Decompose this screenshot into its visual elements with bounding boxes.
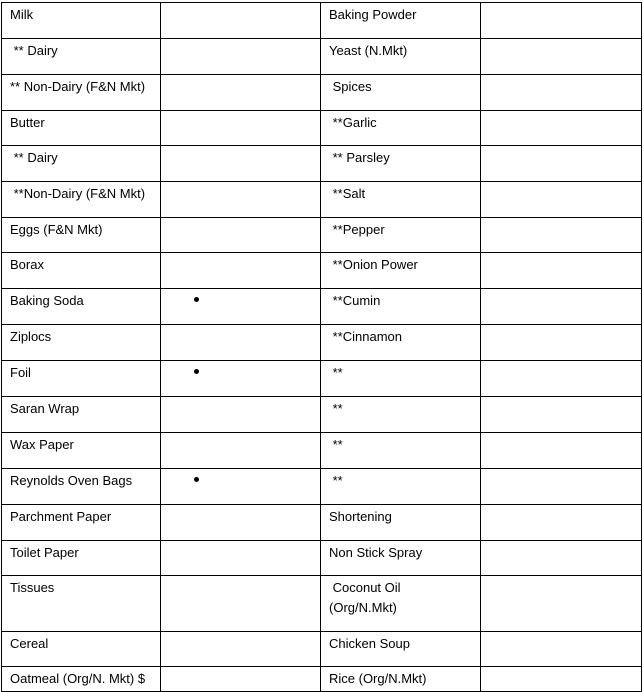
table-row <box>2 39 642 75</box>
item-cell[interactable] <box>321 39 481 75</box>
mark-cell[interactable] <box>161 182 321 218</box>
item-cell[interactable] <box>2 397 161 433</box>
mark-cell[interactable] <box>481 39 642 75</box>
cell-text: Saran Wrap <box>10 401 80 416</box>
shopping-list-table <box>1 2 642 692</box>
bullet-icon <box>194 369 199 374</box>
mark-cell[interactable] <box>161 397 321 433</box>
item-cell[interactable] <box>2 325 161 361</box>
item-cell[interactable] <box>2 75 161 111</box>
mark-cell[interactable] <box>161 469 321 505</box>
mark-cell[interactable] <box>481 433 642 469</box>
mark-cell[interactable] <box>481 361 642 397</box>
item-cell[interactable] <box>2 253 161 289</box>
cell-text: ** Non-Dairy (F&N Mkt) <box>10 79 146 94</box>
table-row <box>2 3 642 39</box>
cell-text: Coconut Oil (Org/N.Mkt) <box>329 580 401 615</box>
item-cell[interactable] <box>321 3 481 39</box>
cell-text: Butter <box>10 115 45 130</box>
table-row <box>2 253 642 289</box>
mark-cell[interactable] <box>481 182 642 218</box>
item-cell[interactable] <box>2 3 161 39</box>
item-cell[interactable] <box>321 325 481 361</box>
mark-cell[interactable] <box>161 576 321 632</box>
cell-text: ** <box>329 437 343 452</box>
cell-text: Rice (Org/N.Mkt) <box>329 671 427 686</box>
cell-text: **Salt <box>329 186 366 201</box>
cell-text: ** <box>329 473 343 488</box>
cell-text: Cereal <box>10 636 49 651</box>
mark-cell[interactable] <box>161 253 321 289</box>
mark-cell[interactable] <box>481 111 642 146</box>
cell-text: **Pepper <box>329 222 385 237</box>
item-cell[interactable] <box>321 505 481 541</box>
cell-text: Foil <box>10 365 31 380</box>
mark-cell[interactable] <box>481 469 642 505</box>
item-cell[interactable] <box>2 576 161 632</box>
mark-cell[interactable] <box>161 325 321 361</box>
cell-text: **Non-Dairy (F&N Mkt) <box>10 186 146 201</box>
mark-cell[interactable] <box>481 505 642 541</box>
item-cell[interactable] <box>321 576 481 632</box>
mark-cell[interactable] <box>161 39 321 75</box>
cell-text: Non Stick Spray <box>329 545 423 560</box>
cell-text: **Cumin <box>329 293 381 308</box>
table-row <box>2 541 642 576</box>
cell-text: Spices <box>329 79 372 94</box>
cell-text: Yeast (N.Mkt) <box>329 43 408 58</box>
cell-text: **Onion Power <box>329 257 418 272</box>
cell-text: Reynolds Oven Bags <box>10 473 133 488</box>
cell-text: ** Dairy <box>10 43 58 58</box>
cell-text: Baking Soda <box>10 293 84 308</box>
mark-cell[interactable] <box>161 289 321 325</box>
table-row <box>2 632 642 667</box>
cell-text: Oatmeal (Org/N. Mkt) $ <box>10 671 146 686</box>
table-row <box>2 397 642 433</box>
mark-cell[interactable] <box>481 146 642 182</box>
mark-cell[interactable] <box>161 505 321 541</box>
mark-cell[interactable] <box>481 3 642 39</box>
mark-cell[interactable] <box>481 75 642 111</box>
mark-cell[interactable] <box>481 325 642 361</box>
cell-text: Milk <box>10 7 34 22</box>
item-cell[interactable] <box>321 253 481 289</box>
mark-cell[interactable] <box>161 146 321 182</box>
table-row <box>2 146 642 182</box>
cell-text: ** <box>329 401 343 416</box>
mark-cell[interactable] <box>161 3 321 39</box>
item-cell[interactable] <box>2 361 161 397</box>
table-row <box>2 576 642 632</box>
table-row <box>2 289 642 325</box>
cell-text: **Cinnamon <box>329 329 402 344</box>
item-cell[interactable] <box>2 39 161 75</box>
item-cell[interactable] <box>321 632 481 667</box>
cell-text: ** <box>329 365 343 380</box>
mark-cell[interactable] <box>481 218 642 253</box>
item-cell[interactable] <box>321 111 481 146</box>
bullet-icon <box>194 477 199 482</box>
cell-text: **Garlic <box>329 115 377 130</box>
item-cell[interactable] <box>2 469 161 505</box>
mark-cell[interactable] <box>161 433 321 469</box>
item-cell[interactable] <box>321 182 481 218</box>
item-cell[interactable] <box>321 397 481 433</box>
item-cell[interactable] <box>2 146 161 182</box>
mark-cell[interactable] <box>161 632 321 667</box>
mark-cell[interactable] <box>481 576 642 632</box>
cell-text: Borax <box>10 257 44 272</box>
item-cell[interactable] <box>2 289 161 325</box>
item-cell[interactable] <box>2 111 161 146</box>
table-row <box>2 469 642 505</box>
mark-cell[interactable] <box>161 218 321 253</box>
cell-text: Chicken Soup <box>329 636 410 651</box>
bullet-icon <box>194 297 199 302</box>
table-row <box>2 325 642 361</box>
cell-text: Parchment Paper <box>10 509 112 524</box>
table-row <box>2 218 642 253</box>
item-cell[interactable] <box>321 541 481 576</box>
item-cell[interactable] <box>321 361 481 397</box>
table-row <box>2 667 642 692</box>
cell-text: ** Parsley <box>329 150 390 165</box>
cell-text: Shortening <box>329 509 392 524</box>
cell-text: Wax Paper <box>10 437 74 452</box>
item-cell[interactable] <box>321 146 481 182</box>
mark-cell[interactable] <box>481 541 642 576</box>
table-row <box>2 433 642 469</box>
cell-text: Eggs (F&N Mkt) <box>10 222 103 237</box>
cell-text: ** Dairy <box>10 150 58 165</box>
item-cell[interactable] <box>321 218 481 253</box>
mark-cell[interactable] <box>481 289 642 325</box>
item-cell[interactable] <box>2 182 161 218</box>
item-cell[interactable] <box>321 469 481 505</box>
mark-cell[interactable] <box>161 75 321 111</box>
item-cell[interactable] <box>2 632 161 667</box>
mark-cell[interactable] <box>161 361 321 397</box>
mark-cell[interactable] <box>481 667 642 692</box>
item-cell[interactable] <box>2 505 161 541</box>
item-cell[interactable] <box>2 218 161 253</box>
item-cell[interactable] <box>321 75 481 111</box>
item-cell[interactable] <box>2 433 161 469</box>
mark-cell[interactable] <box>161 541 321 576</box>
item-cell[interactable] <box>321 289 481 325</box>
table-row <box>2 182 642 218</box>
cell-text: Ziplocs <box>10 329 52 344</box>
mark-cell[interactable] <box>161 667 321 692</box>
mark-cell[interactable] <box>481 253 642 289</box>
mark-cell[interactable] <box>481 632 642 667</box>
item-cell[interactable] <box>2 541 161 576</box>
table-body <box>2 3 642 692</box>
table-row <box>2 361 642 397</box>
cell-text: Toilet Paper <box>10 545 79 560</box>
table-row <box>2 505 642 541</box>
item-cell[interactable] <box>2 667 161 692</box>
mark-cell[interactable] <box>481 397 642 433</box>
table-row <box>2 75 642 111</box>
mark-cell[interactable] <box>161 111 321 146</box>
item-cell[interactable] <box>321 667 481 692</box>
cell-text: Tissues <box>10 580 55 595</box>
table-row <box>2 111 642 146</box>
cell-text: Baking Powder <box>329 7 417 22</box>
item-cell[interactable] <box>321 433 481 469</box>
